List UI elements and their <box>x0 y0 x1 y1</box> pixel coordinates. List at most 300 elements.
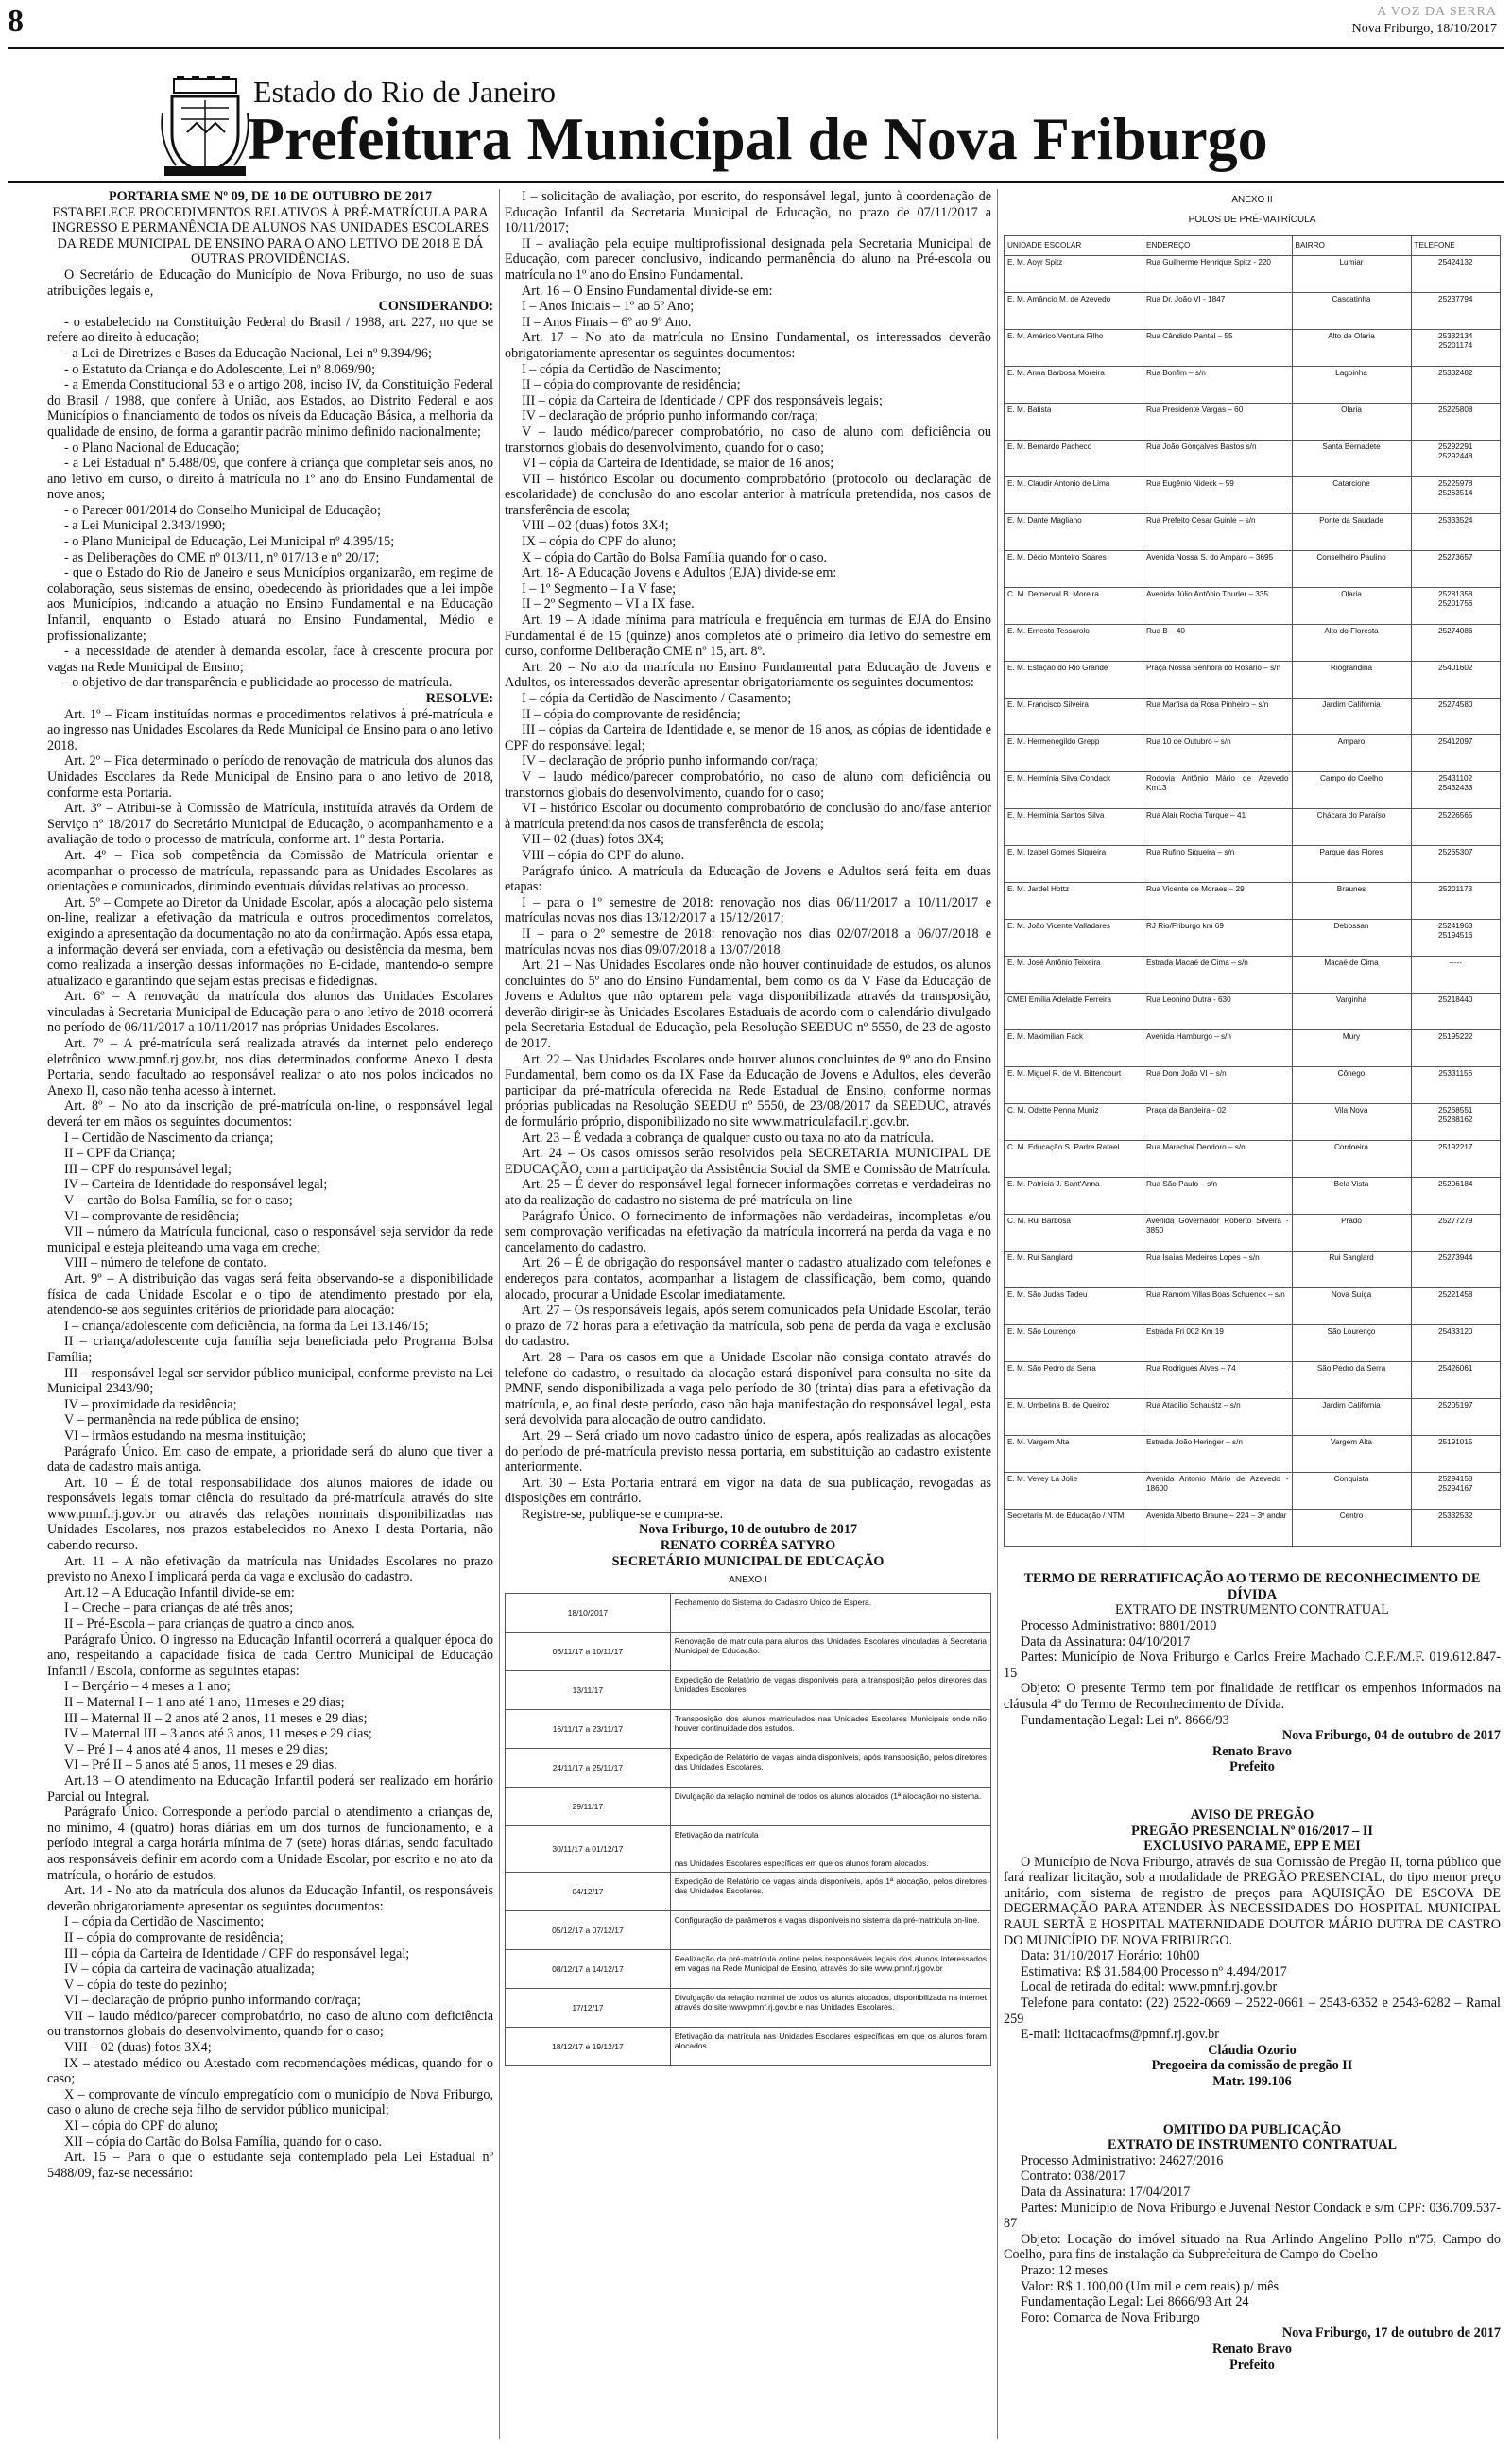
school-district: Cascatinha <box>1292 293 1411 330</box>
school-address: Rua Eugênio Nideck – 59 <box>1143 477 1293 514</box>
school-name: E. M. Anna Barbosa Moreira <box>1005 367 1143 404</box>
school-phone: 25268551 25288162 <box>1411 1104 1501 1141</box>
anexo1-activity: Expedição de Relatório de vagas disponíveis para a transposição pelos diretores das Unidades Escolares. <box>670 1670 990 1709</box>
school-district: Prado <box>1292 1215 1411 1252</box>
school-name: Secretaria M. de Educação / NTM <box>1005 1510 1143 1547</box>
school-name: C. M. Educação S. Padre Rafael <box>1005 1141 1143 1178</box>
school-phone: 25433120 <box>1411 1325 1501 1362</box>
table-row <box>1005 330 1501 367</box>
col2-paragraph: Parágrafo Único. O fornecimento de informações não verdadeiras, incompletas e/ou sem comprovação verificadas na efetivação da matrícula incorrerá na perda da vaga e no cancelamento do cadastro. <box>505 1208 991 1255</box>
col2-paragraph: I – cópia da Certidão de Nascimento / Casamento; <box>522 691 792 706</box>
col1-paragraph: - as Deliberações do CME nº 013/11, nº 017/13 e nº 20/17; <box>64 549 380 565</box>
school-address: Rua Atacílio Schaustz – s/n <box>1143 1399 1293 1436</box>
school-district: Vila Nova <box>1292 1104 1411 1141</box>
table-row <box>1005 883 1501 920</box>
table-row <box>1005 772 1501 809</box>
school-district: Campo do Coelho <box>1292 772 1411 809</box>
table-row <box>1005 846 1501 883</box>
col3-paragraph: Fundamentação Legal: Lei 8666/93 Art 24 <box>1021 2294 1249 2310</box>
col1-paragraph: II – CPF da Criança; <box>64 1146 176 1162</box>
anexo1-activity: Renovação de matrícula para alunos das Unidades Escolares vinculadas à Secretaria Municipal de Educação. <box>670 1632 990 1670</box>
col1-paragraph: I – cópia da Certidão de Nascimento; <box>64 1914 265 1930</box>
school-district: Chácara do Paraíso <box>1292 809 1411 846</box>
school-name: C. M. Odette Penna Muniz <box>1005 1104 1143 1141</box>
col2-paragraph: Art. 16 – O Ensino Fundamental divide-se em: <box>522 283 773 299</box>
school-district: Parque das Flores <box>1292 846 1411 883</box>
table-row <box>1005 1288 1501 1325</box>
col1-paragraph: Art.13 – O atendimento na Educação Infantil poderá ser realizado em horário Parcial ou Integral. <box>47 1772 493 1805</box>
col3-paragraph: Prefeito <box>1229 1759 1275 1775</box>
col2-paragraph: Parágrafo único. A matrícula da Educação de Jovens e Adultos será feita em duas etapas: <box>505 863 991 895</box>
table-row <box>1005 551 1501 588</box>
anexo1-date: 18/10/2017 <box>506 1593 671 1632</box>
table-row <box>1005 1252 1501 1288</box>
school-name: E. M. Miguel R. de M. Bittencourt <box>1005 1067 1143 1104</box>
column-header: UNIDADE ESCOLAR <box>1005 236 1143 256</box>
school-district: Alto de Olaria <box>1292 330 1411 367</box>
col2-paragraph: II – para o 2º semestre de 2018: renovação nos dias 02/07/2018 a 06/07/2018 e matrículas novas nos dias 09/07/2018 a 13/07/2018. <box>505 925 991 958</box>
col1-paragraph: VIII – número de telefone de contato. <box>64 1255 266 1271</box>
col3-paragraph <box>1004 2090 1501 2122</box>
col2-paragraph: VI – cópia da Carteira de Identidade, se maior de 16 anos; <box>522 456 834 472</box>
school-name: E. M. Hermínia Santos Silva <box>1005 809 1143 846</box>
anexo1-activity: Expedição de Relatório de vagas ainda disponíveis, após 1ª alocação, pelos diretores das Unidades Escolares. <box>670 1872 990 1910</box>
table-row <box>1005 662 1501 699</box>
anexo2-table <box>1004 235 1501 1547</box>
col3-paragraph <box>1004 1775 1501 1807</box>
col3-paragraph: Prazo: 12 meses <box>1021 2262 1108 2278</box>
table-row <box>1005 1399 1501 1436</box>
col3-paragraph: Nova Friburgo, 04 de outubro de 2017 <box>1281 1728 1501 1744</box>
school-district: Catarcione <box>1292 477 1411 514</box>
school-district: Bela Vista <box>1292 1178 1411 1215</box>
school-phone: 25274086 <box>1411 625 1501 662</box>
anexo1-activity: Efetivação da matrícula nas Unidades Escolares específicas em que os alunos foram alocados. <box>670 2027 990 2065</box>
school-phone: 25218440 <box>1411 994 1501 1030</box>
col2-paragraph: VI – histórico Escolar ou documento comprobatório de conclusão do ano/fase anterior à matrícula pretendida nos casos de transferência de escola; <box>505 801 991 832</box>
header-rule <box>8 47 1504 49</box>
col1-paragraph: - o Plano Nacional de Educação; <box>64 440 240 456</box>
school-name: E. M. Bernardo Pacheco <box>1005 441 1143 477</box>
col2-paragraph: X – cópia do Cartão do Bolsa Família quando for o caso. <box>522 549 828 565</box>
school-name: E. M. São Pedro da Serra <box>1005 1362 1143 1399</box>
school-address: Rua Leonino Dutra - 630 <box>1143 994 1293 1030</box>
col1-paragraph: Art. 4º – Fica sob competência da Comissão de Matrícula orientar e acompanhar o processo de matrícula, repassando para as Unidades Escolares as orientações e comunicados, dirimindo eventuais dúvidas relativas ao processo. <box>47 847 493 895</box>
school-district: Mury <box>1292 1030 1411 1067</box>
school-address: Rua Rufino Siqueira – s/n <box>1143 846 1293 883</box>
col1-paragraph: CONSIDERANDO: <box>378 299 493 315</box>
col1-paragraph: IV – Maternal III – 3 anos até 3 anos, 11 meses e 29 dias; <box>64 1726 372 1742</box>
school-district: Jardim Califórnia <box>1292 699 1411 735</box>
col2-paragraph: Art. 24 – Os casos omissos serão resolvidos pela SECRETARIA MUNICIPAL DE EDUCAÇÃO, com a participação da Assistência Social da SME e Comissão de Matrícula. <box>505 1146 991 1177</box>
school-name: E. M. São Judas Tadeu <box>1005 1288 1143 1325</box>
col1-paragraph: - o Parecer 001/2014 do Conselho Municipal de Educação; <box>64 502 381 518</box>
table-row <box>1005 1215 1501 1252</box>
col3-paragraph: Telefone para contato: (22) 2522-0669 – 2522-0661 – 2543-6352 e 2543-6282 – Ramal 259 <box>1004 1996 1501 2027</box>
school-name: E. M. Patrícia J. Sant'Anna <box>1005 1178 1143 1215</box>
col3-paragraph: Estimativa: R$ 31.584,00 Processo nº 4.494/2017 <box>1021 1963 1287 1979</box>
col2-paragraph: Art. 23 – É vedada a cobrança de qualquer custo ou taxa no ato da matrícula. <box>522 1130 935 1146</box>
school-district: Lumiar <box>1292 256 1411 293</box>
table-row <box>1005 1436 1501 1473</box>
school-address: Avenida Antonio Mário de Azevedo - 18600 <box>1143 1473 1293 1510</box>
col3-paragraph: Partes: Município de Nova Friburgo e Carlos Freire Machado C.P.F./M.F. 019.612.847-15 <box>1004 1650 1501 1681</box>
school-phone: 25332532 <box>1411 1510 1501 1547</box>
col1-paragraph: - a Lei Estadual nº 5.488/09, que confere à criança que completar seis anos, no ano letivo em curso, o direito à matrícula no 1º ano do Ensino Fundamental de nove anos; <box>47 456 493 503</box>
school-district: Centro <box>1292 1510 1411 1547</box>
col2-paragraph: II – cópia do comprovante de residência; <box>522 706 741 722</box>
dateline: Nova Friburgo, 18/10/2017 <box>1351 22 1497 36</box>
school-district: Cônego <box>1292 1067 1411 1104</box>
col1-paragraph: VI – Pré II – 5 anos até 5 anos, 11 meses e 29 dias. <box>64 1757 337 1773</box>
col1-paragraph: IV – cópia da carteira de vacinação atualizada; <box>64 1961 315 1978</box>
school-name: E. M. João Vicente Valladares <box>1005 920 1143 957</box>
table-row <box>1005 1325 1501 1362</box>
col1-paragraph: II – cópia do comprovante de residência; <box>64 1929 284 1945</box>
school-name: E. M. São Lourenço <box>1005 1325 1143 1362</box>
school-address: Rua Isaías Medeiros Lopes – s/n <box>1143 1252 1293 1288</box>
table-row <box>1005 994 1501 1030</box>
school-phone: 25281358 25201756 <box>1411 588 1501 625</box>
table-row <box>1005 293 1501 330</box>
school-name: E. M. Maximilian Fack <box>1005 1030 1143 1067</box>
col1-paragraph: II – Maternal I – 1 ano até 1 ano, 11meses e 29 dias; <box>64 1695 345 1710</box>
anexo1-date: 06/11/17 a 10/11/17 <box>506 1632 671 1670</box>
school-district: Santa Bernadete <box>1292 441 1411 477</box>
col2-paragraph: VII – 02 (duas) fotos 3X4; <box>522 832 664 848</box>
col2-paragraph: II – 2º Segmento – VI a IX fase. <box>522 596 695 613</box>
anexo1-activity: Fechamento do Sistema do Cadastro Único de Espera. <box>670 1593 990 1632</box>
table-row <box>1005 920 1501 957</box>
col3-paragraph: Data da Assinatura: 17/04/2017 <box>1021 2184 1191 2200</box>
col1-paragraph: Parágrafo Único. Corresponde a período parcial o atendimento a crianças de, no mínimo, 4 (quatro) horas diárias em um dos turnos de funcionamento, e a período integral a carga horária mínima de 7 (sete) horas diárias, sendo facultado aos responsáveis definir em acordo com a Unidade Escolar, por escrito e no ato da matrícula, o horário de estudos. <box>47 1805 493 1883</box>
anexo1-date: 04/12/17 <box>506 1872 671 1910</box>
col3-paragraph: Data da Assinatura: 04/10/2017 <box>1021 1633 1191 1650</box>
school-name: E. M. Umbelina B. de Queiroz <box>1005 1399 1143 1436</box>
col3-paragraph: Cláudia Ozorio <box>1208 2042 1297 2058</box>
col1-paragraph: - que o Estado do Rio de Janeiro e seus Municípios organizarão, em regime de colaboração, seus sistemas de ensino, obedecendo às prioridades que a lei impõe aos Municípios, indicando a atuação no Ensino Fundamental e na Educação Infantil, enquanto o Estado atuará no Ensino Fundamental, Médio e profissionalizante; <box>47 565 493 644</box>
col1-paragraph: Art.12 – A Educação Infantil divide-se em: <box>64 1584 295 1600</box>
school-name: E. M. Hermenegildo Grepp <box>1005 735 1143 772</box>
anexo1-date: 17/12/17 <box>506 1988 671 2027</box>
col1-paragraph: Art. 1º – Ficam instituídas normas e procedimentos relativos à pré-matrícula e ao ingresso nas Unidades Escolares da Rede Municipal de Ensino para o ano letivo 2018. <box>47 706 493 753</box>
school-address: Rua João Gonçalves Bastos s/n <box>1143 441 1293 477</box>
school-phone: 25221458 <box>1411 1288 1501 1325</box>
anexo1-date: 08/12/17 a 14/12/17 <box>506 1949 671 1988</box>
page-number: 8 <box>8 4 24 39</box>
col1-paragraph: - o objetivo de dar transparência e publicidade ao processo de matrícula. <box>64 675 453 691</box>
col2-paragraph: Art. 29 – Será criado um novo cadastro único de espera, após realizadas as alocações do período de pré-matrícula previsto nessa portaria, em substituição ao cadastro existente anteriormente. <box>505 1427 991 1476</box>
col2-paragraph: I – solicitação de avaliação, por escrito, do responsável legal, junto à coordenação de Educação Infantil da Secretaria Municipal de Educação, no prazo de 07/11/2017 a 10/11/2017; <box>505 189 991 236</box>
school-district: Macaé de Cima <box>1292 957 1411 994</box>
school-address: RJ Rio/Friburgo km 69 <box>1143 920 1293 957</box>
school-phone: 25237794 <box>1411 293 1501 330</box>
table-row <box>1005 367 1501 404</box>
school-name: E. M. Izabel Gomes Siqueira <box>1005 846 1143 883</box>
col1-paragraph: Art. 11 – A não efetivação da matrícula nas Unidades Escolares no prazo previsto no Anexo I implicará perda da vaga e exclusão do cadastro. <box>47 1553 493 1585</box>
col3-paragraph: EXTRATO DE INSTRUMENTO CONTRATUAL <box>1115 1602 1389 1618</box>
table-row <box>1005 809 1501 846</box>
col1-paragraph: - a Lei de Diretrizes e Bases da Educação Nacional, Lei nº 9.394/96; <box>64 345 432 361</box>
col1-paragraph: II – Pré-Escola – para crianças de quatro a cinco anos. <box>64 1616 355 1633</box>
table-row <box>1005 256 1501 293</box>
prefeitura-title: Prefeitura Municipal de Nova Friburgo <box>248 105 1268 172</box>
school-phone: 25292291 25292448 <box>1411 441 1501 477</box>
school-district: Riograndina <box>1292 662 1411 699</box>
col2-paragraph: Registre-se, publique-se e cumpra-se. <box>522 1506 724 1522</box>
table-row <box>1005 1141 1501 1178</box>
anexo1-date: 18/12/17 e 19/12/17 <box>506 2027 671 2065</box>
col1-paragraph: O Secretário de Educação do Município de Nova Friburgo, no uso de suas atribuições legais e, <box>47 267 493 299</box>
col2-paragraph: II – cópia do comprovante de residência; <box>522 377 741 393</box>
school-district: Jardim Califórnia <box>1292 1399 1411 1436</box>
col1-paragraph: - a Lei Municipal 2.343/1990; <box>64 518 226 534</box>
school-district: Conquista <box>1292 1473 1411 1510</box>
school-address: Rua Bonfim – s/n <box>1143 367 1293 404</box>
school-address: Rua Prefeito Cesar Guinle – s/n <box>1143 514 1293 551</box>
table-row <box>1005 514 1501 551</box>
col1-paragraph: - a Emenda Constitucional 53 e o artigo 208, inciso IV, da Constituição Federal do Brasil / 1988, que confere à União, aos Estados, ao Distrito Federal e aos Municípios o financiamento de todos os níveis da Educação Básica, a melhoria da qualidade de ensino, de forma a garantir padrão mínimo definido nacionalmente; <box>47 377 493 440</box>
table-row <box>1005 1473 1501 1510</box>
school-name: E. M. Décio Monteiro Soares <box>1005 551 1143 588</box>
school-name: E. M. Dante Magliano <box>1005 514 1143 551</box>
col3-paragraph: Objeto: O presente Termo tem por finalidade de retificar os empenhos informados na cláusula 4ª do Termo de Reconhecimento de Dívida. <box>1004 1681 1501 1712</box>
col1-paragraph: V – Pré I – 4 anos até 4 anos, 11 meses e 29 dias; <box>64 1741 329 1757</box>
col1-paragraph: - o estabelecido na Constituição Federal do Brasil / 1988, art. 227, no que se refere ao direito à educação; <box>47 314 493 346</box>
school-address: Rua Marfisa da Rosa Pinheiro – s/n <box>1143 699 1293 735</box>
school-phone: 25294158 25294167 <box>1411 1473 1501 1510</box>
col1-paragraph: - o Plano Municipal de Educação, Lei Municipal nº 4.395/15; <box>64 534 395 550</box>
col2-paragraph: III – cópia da Carteira de Identidade / CPF dos responsáveis legais; <box>522 392 883 408</box>
col1-paragraph: I – Certidão de Nascimento da criança; <box>64 1130 274 1146</box>
col1-paragraph: V – permanência na rede pública de ensino; <box>64 1412 300 1428</box>
col2-paragraph: II – avaliação pela equipe multiprofissional designada pela Secretaria Municipal de Educação, com parecer conclusivo, indicando permanência do aluno na Pré-escola ou matrícula no 1º ano do Ensino Fundamental. <box>505 235 991 283</box>
school-address: Rua São Paulo – s/n <box>1143 1178 1293 1215</box>
col2-paragraph: III – cópias da Carteira de Identidade e, se menor de 16 anos, as cópias de identidade e CPF do responsável legal; <box>505 722 991 753</box>
col1-paragraph: Art. 2º – Fica determinado o período de renovação de matrícula dos alunos das Unidades Escolares da Rede Municipal de Ensino para o ano letivo de 2018, conforme esta Portaria. <box>47 753 493 801</box>
school-phone: 25424132 <box>1411 256 1501 293</box>
col1-paragraph: III – Maternal II – 2 anos até 2 anos, 11 meses e 29 dias; <box>64 1710 368 1726</box>
school-name: E. M. Vargem Alta <box>1005 1436 1143 1473</box>
school-phone: 25431102 25432433 <box>1411 772 1501 809</box>
col3-paragraph: Renato Bravo <box>1212 1743 1292 1759</box>
col2-paragraph: Art. 28 – Para os casos em que a Unidade Escolar não consiga contato através do telefone do cadastro, o resultado da alocação estará disponível para consulta no site da PMNF, sendo disponibilizada a vaga pelo período de 30 (trinta) dias para a efetivação da matrícula, e, ao final deste período, caso não haja manifestação do responsável legal, esta será devolvida para alocação de outro candidato. <box>505 1349 991 1428</box>
school-phone: 25225808 <box>1411 404 1501 441</box>
school-address: Rua Rodrigues Alves – 74 <box>1143 1362 1293 1399</box>
school-address: Praça da Bandeira - 02 <box>1143 1104 1293 1141</box>
col1-paragraph: I – criança/adolescente com deficiência, na forma da Lei 13.146/15; <box>64 1318 429 1334</box>
school-address: Rua Marechal Deodoro – s/n <box>1143 1141 1293 1178</box>
anexo1-table <box>505 1593 991 2066</box>
col3-paragraph: EXTRATO DE INSTRUMENTO CONTRATUAL <box>1108 2137 1397 2153</box>
col2-paragraph: Art. 27 – Os responsáveis legais, após serem comunicados pela Unidade Escolar, terão o prazo de 72 horas para a efetivação da matrícula, sob pena de perda da vaga e exclusão do cadastro. <box>505 1303 991 1350</box>
school-district: Lagoinha <box>1292 367 1411 404</box>
school-name: E. M. Hermínia Silva Condack <box>1005 772 1143 809</box>
school-address: Rua Alair Rocha Turque – 41 <box>1143 809 1293 846</box>
col1-paragraph: - o Estatuto da Criança e do Adolescente, Lei nº 8.069/90; <box>64 361 376 377</box>
school-district: Debossan <box>1292 920 1411 957</box>
col1-paragraph: II – criança/adolescente cuja família seja beneficiada pelo Programa Bolsa Família; <box>47 1334 493 1365</box>
col2-paragraph: I – Anos Iniciais – 1º ao 5º Ano; <box>522 299 695 315</box>
school-district: São Pedro da Serra <box>1292 1362 1411 1399</box>
school-district: Alto do Floresta <box>1292 625 1411 662</box>
col3-paragraph: Local de retirada do edital: www.pmnf.rj.gov.br <box>1021 1979 1278 1996</box>
school-name: E. M. Francisco Silveira <box>1005 699 1143 735</box>
col2-paragraph: VII – histórico Escolar ou documento comprobatório (protocolo ou declaração de escolaridade) de conclusão do ano escolar anterior à matrícula pretendida, nos casos de transferência de escola; <box>505 471 991 518</box>
col3-paragraph: Processo Administrativo: 24627/2016 <box>1021 2152 1224 2169</box>
col1-paragraph: VII – laudo médico/parecer comprobatório, no caso de aluno com deficiência ou transtornos globais do desenvolvimento, quando for o caso; <box>47 2008 493 2040</box>
table-row <box>1005 1362 1501 1399</box>
school-name: E. M. José Antônio Teixeira <box>1005 957 1143 994</box>
col3-paragraph: Contrato: 038/2017 <box>1021 2169 1125 2185</box>
table-row <box>1005 957 1501 994</box>
school-name: E. M. Jardel Hottz <box>1005 883 1143 920</box>
table-row <box>1005 625 1501 662</box>
col3-paragraph: Processo Administrativo: 8801/2010 <box>1021 1617 1217 1633</box>
school-address: Rodovia Antônio Mário de Azevedo Km13 <box>1143 772 1293 809</box>
col1-paragraph: RESOLVE: <box>425 691 493 706</box>
school-address: Avenida Governador Roberto Silveira - 3850 <box>1143 1215 1293 1252</box>
school-name: E. M. Amâncio M. de Azevedo <box>1005 293 1143 330</box>
col1-paragraph: Art. 6º – A renovação da matrícula dos alunos das Unidades Escolares vinculadas à Secretaria Municipal de Educação para o ano letivo de 2018 ocorrerá no período de 06/11/2017 a 10/11/2017 nas próprias Unidades Escolares. <box>47 989 493 1036</box>
coat-of-arms-icon <box>159 76 251 180</box>
col2-paragraph: I – para o 1º semestre de 2018: renovação nos dias 06/11/2017 a 10/11/2017 e matrículas novas nos dias 13/12/2017 a 15/12/2017; <box>505 894 991 926</box>
school-phone: 25332134 25201174 <box>1411 330 1501 367</box>
table-row <box>1005 477 1501 514</box>
column-anexo2-and-notices <box>1004 189 1501 2373</box>
school-name: C. M. Demerval B. Moreira <box>1005 588 1143 625</box>
school-district: São Lourenço <box>1292 1325 1411 1362</box>
col1-paragraph: I – Creche – para crianças de até três anos; <box>64 1600 294 1616</box>
school-phone: 25277279 <box>1411 1215 1501 1252</box>
school-phone: 25192217 <box>1411 1141 1501 1178</box>
school-district: Vargem Alta <box>1292 1436 1411 1473</box>
school-name: E. M. Ernesto Tessarolo <box>1005 625 1143 662</box>
table-row <box>506 1825 991 1872</box>
col1-paragraph: Art. 8º – No ato da inscrição de pré-matrícula on-line, o responsável legal deverá ter em mãos os seguintes documentos: <box>47 1098 493 1131</box>
school-phone: 25273944 <box>1411 1252 1501 1288</box>
table-row <box>506 1949 991 1988</box>
table-row <box>1005 735 1501 772</box>
table-row <box>506 1787 991 1825</box>
col3-paragraph: Renato Bravo <box>1212 2341 1292 2357</box>
col1-paragraph: - a necessidade de atender à demanda escolar, face à crescente procura por vagas na Rede Municipal de Ensino; <box>47 644 493 675</box>
school-phone: 25201173 <box>1411 883 1501 920</box>
col1-paragraph: Art. 7º – A pré-matrícula será realizada através da internet pelo endereço eletrônico www.pmnf.rj.gov.br, nos dias determinados conforme Anexo I desta Portaria, sendo facultado ao responsável realizar o ato nos polos indicados no Anexo II, caso não tenha acesso à internet. <box>47 1036 493 1098</box>
col2-paragraph: Art. 30 – Esta Portaria entrará em vigor na data de sua publicação, revogadas as disposições em contrário. <box>505 1475 991 1507</box>
col1-paragraph: VI – irmãos estudando na mesma instituição; <box>64 1427 307 1443</box>
col3-paragraph: Prefeito <box>1229 2357 1275 2373</box>
newspaper-name: A VOZ DA SERRA <box>1377 5 1497 19</box>
school-address: Rua Presidente Vargas – 60 <box>1143 404 1293 441</box>
school-address: Praça Nossa Senhora do Rosário – s/n <box>1143 662 1293 699</box>
anexo2-title: ANEXO II <box>1231 195 1273 205</box>
col2-paragraph: VIII – cópia do CPF do aluno. <box>522 847 685 863</box>
anexo1-activity: Divulgação da relação nominal de todos os alunos alocados (1ª alocação) no sistema. <box>670 1787 990 1825</box>
school-phone: 25401602 <box>1411 662 1501 699</box>
col3-paragraph: E-mail: licitacaofms@pmnf.rj.gov.br <box>1021 2027 1219 2043</box>
col3-paragraph: OMITIDO DA PUBLICAÇÃO <box>1162 2121 1342 2137</box>
school-district: Ponte da Saudade <box>1292 514 1411 551</box>
col2-paragraph: V – laudo médico/parecer comprobatório, no caso de aluno com deficiência ou transtornos globais do desenvolvimento, quando for o caso; <box>505 769 991 801</box>
anexo1-activity: Realização da pré-matrícula online pelos responsáveis legais dos alunos interessados em vagas na Rede Municipal de Ensino, através do site www.pmnf.rj.gov.br <box>670 1949 990 1988</box>
anexo1-date: 13/11/17 <box>506 1670 671 1709</box>
school-address: Rua B – 40 <box>1143 625 1293 662</box>
col3-paragraph: AVISO DE PREGÃO <box>1190 1806 1314 1823</box>
col1-paragraph: VII – número da Matrícula funcional, caso o responsável seja servidor da rede municipal e esteja pleiteando uma vaga em creche; <box>47 1224 493 1255</box>
table-row <box>506 1748 991 1787</box>
school-address: Avenida Júlio Antônio Thurler – 335 <box>1143 588 1293 625</box>
col2-paragraph: Art. 20 – No ato da matrícula no Ensino Fundamental para Educação de Jovens e Adultos, os interessados deverão apresentar obrigatoriamente os seguintes documentos: <box>505 659 991 691</box>
table-row <box>506 1670 991 1709</box>
col3-paragraph: TERMO DE RERRATIFICAÇÃO AO TERMO DE RECONHECIMENTO DE DÍVIDA <box>1023 1571 1481 1602</box>
school-phone: 25332482 <box>1411 367 1501 404</box>
school-name: E. M. Américo Ventura Filho <box>1005 330 1143 367</box>
school-phone: 25206184 <box>1411 1178 1501 1215</box>
school-name: E. M. Estação do Rio Grande <box>1005 662 1143 699</box>
col3-paragraph: Data: 31/10/2017 Horário: 10h00 <box>1021 1948 1200 1964</box>
column-divider <box>997 189 998 2439</box>
col3-paragraph: EXCLUSIVO PARA ME, EPP E MEI <box>1143 1839 1361 1855</box>
school-district: Rui Sanglard <box>1292 1252 1411 1288</box>
table-row <box>1005 1178 1501 1215</box>
col1-paragraph: Art. 3º – Atribui-se à Comissão de Matrícula, instituída através da Ordem de Serviço nº 18/2017 do Secretário Municipal de Educação, o acompanhamento e a avaliação de todo o processo de matrícula, conforme art. 1º desta Portaria. <box>47 801 493 848</box>
col1-paragraph: Art. 10 – É de total responsabilidade dos alunos maiores de idade ou responsáveis legais tomar ciência do resultado da pré-matrícula através do site www.pmnf.rj.gov.br ou através das relações nominais disponibilizadas nas Unidades Escolares, nos prazos estabelecidos no Anexo I desta Portaria, não cabendo recurso. <box>47 1475 493 1554</box>
col1-paragraph: Art. 14 - No ato da matrícula dos alunos da Educação Infantil, os responsáveis deverão obrigatoriamente apresentar os seguintes documentos: <box>47 1883 493 1914</box>
col3-paragraph: Matr. 199.106 <box>1212 2074 1292 2089</box>
col3-paragraph: Objeto: Locação do imóvel situado na Rua Arlindo Angelino Pollo nº75, Campo do Coelho, para fins de instalação da Subprefeitura de Campo do Coelho <box>1004 2231 1501 2263</box>
school-name: E. M. Claudir Antonio de Lima <box>1005 477 1143 514</box>
col3-paragraph: Fundamentação Legal: Lei nº. 8666/93 <box>1021 1712 1229 1728</box>
table-row <box>506 1632 991 1670</box>
anexo1-activity: Divulgação da relação nominal de todos os alunos alocados, disponibilizada na internet através do site www.pmnf.rj.gov.br e nas Unidades Escolares. <box>670 1988 990 2027</box>
column-header: ENDEREÇO <box>1143 236 1293 256</box>
school-district: Braunes <box>1292 883 1411 920</box>
table-row <box>1005 1030 1501 1067</box>
table-row <box>1005 699 1501 735</box>
anexo1-date: 29/11/17 <box>506 1787 671 1825</box>
school-phone: 25412097 <box>1411 735 1501 772</box>
col2-paragraph: SECRETÁRIO MUNICIPAL DE EDUCAÇÃO <box>611 1553 885 1569</box>
col1-paragraph: Art. 9º – A distribuição das vagas será feita observando-se a disponibilidade física de cada Unidade Escolar e o tipo de atendimento prestado por ela, atendendo-se aos seguintes critérios de prioridade para alocação: <box>47 1270 493 1319</box>
table-row <box>506 1910 991 1949</box>
col2-paragraph: Art. 25 – É dever do responsável legal fornecer informações corretas e verdadeiras no ato da realização do cadastro no sistema de pré-matrícula on-line <box>505 1177 991 1208</box>
col1-paragraph: Parágrafo Único. Em caso de empate, a prioridade será do aluno que tiver a data de cadastro mais antiga. <box>47 1443 493 1476</box>
col2-paragraph: IV – declaração de próprio punho informando cor/raça; <box>522 753 818 769</box>
table-row <box>506 1593 991 1632</box>
school-name: CMEI Emília Adelaide Ferreira <box>1005 994 1143 1030</box>
anexo2-subtitle: POLOS DE PRÉ-MATRÍCULA <box>1188 214 1316 225</box>
school-address: Rua Guilherme Henrique Spitz - 220 <box>1143 256 1293 293</box>
col2-paragraph: II – Anos Finais – 6º ao 9º Ano. <box>522 314 692 330</box>
table-row <box>506 2027 991 2065</box>
school-district: Nova Suíça <box>1292 1288 1411 1325</box>
col3-paragraph: Nova Friburgo, 17 de outubro de 2017 <box>1281 2325 1501 2342</box>
col3-paragraph: Valor: R$ 1.100,00 (Um mil e cem reais) p/ mês <box>1021 2278 1280 2294</box>
table-row <box>1005 404 1501 441</box>
table-row <box>1005 1104 1501 1141</box>
newspaper-header <box>1352 4 1497 38</box>
col2-paragraph: I – cópia da Certidão de Nascimento; <box>522 361 722 377</box>
school-name: E. M. Aoyr Spitz <box>1005 256 1143 293</box>
col1-paragraph: ESTABELECE PROCEDIMENTOS RELATIVOS À PRÉ-MATRÍCULA PARA INGRESSO E PERMANÊNCIA DE ALUNOS NAS UNIDADES ESCOLARES DA REDE MUNICIPAL DE ENSINO PARA O ANO LETIVO DE 2018 E DÁ OUTRAS PROVIDÊNCIAS. <box>51 204 490 268</box>
column-header: BAIRRO <box>1292 236 1411 256</box>
col3-paragraph: Partes: Município de Nova Friburgo e Juvenal Nestor Condack e s/m CPF: 036.709.537-87 <box>1004 2200 1501 2232</box>
school-phone: 25191015 <box>1411 1436 1501 1473</box>
school-name: E. M. Batista <box>1005 404 1143 441</box>
school-district: Cordoeira <box>1292 1141 1411 1178</box>
column-header: TELEFONE <box>1411 236 1501 256</box>
